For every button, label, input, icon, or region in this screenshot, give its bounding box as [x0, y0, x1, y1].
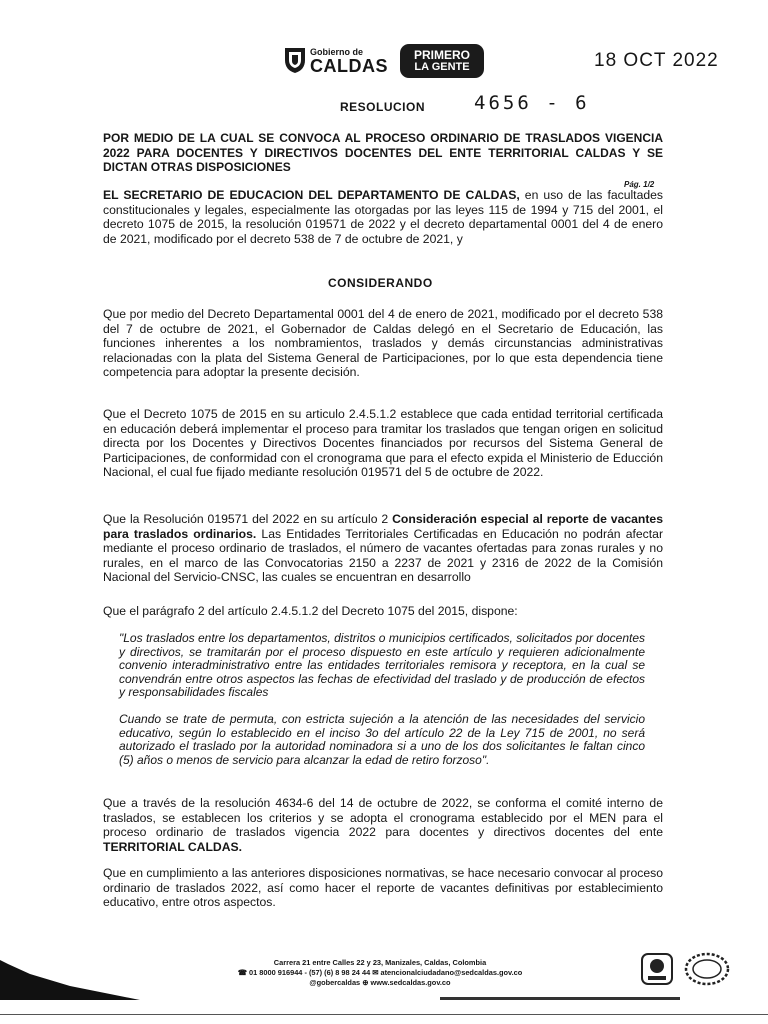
- paragraph-5: [103, 796, 663, 854]
- intro-paragraph: [103, 188, 663, 246]
- intro-rest: en uso de las facultades constitucionales y legales, especialmente las otorgadas por las leyes 115 de 1994 y 715 del 2001, el decreto 1075 de 2015, la resolución 019571 de 2022 y el decreto departamental 0001 del 4 de enero de 2021, modificado por el decreto 538 de 7 de octubre de 2021, y: [103, 188, 663, 246]
- paragraph-2: Que el Decreto 1075 de 2015 en su articulo 2.4.5.1.2 establece que cada entidad territorial certificada en educación deberá implementar el proceso para tramitar los traslados que tengan origen en solicitud directa por los Docentes y Directivos Docentes financiados por recursos del Sistema General de Participaciones, de conformidad con el cronograma que para el efecto expida el Ministerio de Educción Nacional, el cual fue fijado mediante resolución 019571 del 5 de octubre de 2022.: [103, 407, 663, 480]
- footer-wedge-decoration: [0, 960, 140, 1002]
- quote-1: "Los traslados entre los departamentos, distritos o municipios certificados, solicitados por docentes y directivos, se tramitarán por el proceso dispuesto en este artículo y requieren adicionalmente convenio interadministrativo entre las entidades territoriales remisora y receptora, en la cual se convendrán entre otros aspectos las fechas de efectividad del traslado y de producción de efectos y responsabilidades fiscales: [119, 631, 645, 700]
- shield-icon: [284, 46, 306, 74]
- footer-contact: ☎ 01 8000 916944 - (57) (6) 8 98 24 44 ✉ atencionalciudadano@sedcaldas.gov.co: [237, 968, 523, 977]
- quote-2: Cuando se trate de permuta, con estricta sujeción a la atención de las necesidades del servicio educativo, según lo establecido en el inciso 3o del artículo 22 de la Ley 715 de 2001, no será autorizado el traslado por la autoridad nominadora si a uno de los dos solicitantes le faltan cinco (5) años o menos de servicio para alcanzar la edad de retiro forzoso".: [119, 712, 645, 767]
- certification-seal-icon: [684, 952, 730, 986]
- paragraph-3: [103, 512, 663, 585]
- resolucion-label: RESOLUCION: [340, 100, 426, 114]
- badge-line-2: LA GENTE: [414, 61, 470, 73]
- document-title: POR MEDIO DE LA CUAL SE CONVOCA AL PROCESO ORDINARIO DE TRASLADOS VIGENCIA 2022 PARA DOCENTES Y DIRECTIVOS DOCENTES DEL ENTE TERRITORIAL CALDAS Y SE DICTAN OTRAS DISPOSICIONES: [103, 131, 663, 174]
- badge-line-1: PRIMERO: [413, 48, 470, 62]
- page-number: Pág. 1/2: [624, 180, 655, 189]
- considerando-heading: CONSIDERANDO: [328, 276, 433, 290]
- paragraph-1: Que por medio del Decreto Departamental 0001 del 4 de enero de 2021, modificado por el decreto 538 del 7 de octubre de 2021, el Gobernador de Caldas delegó en el Secretario de Educación, las funciones inherentes a los nombramientos, traslados y demás circunstancias administrativas relacionadas con la plata del Sistema General de Participaciones, por lo que esta dependencia tiene competencia para adoptar la presente decisión.: [103, 307, 663, 380]
- bottom-rule: [0, 1014, 768, 1015]
- paragraph-5-start: Que a través de la resolución 4634-6 del 14 de octubre de 2022, se conforma el comité interno de traslados, se establecen los criterios y se adopta el cronograma establecido por el MEN para el proceso ordinario de traslados vigencia 2022 para docentes y directivos docentes del ente: [103, 796, 663, 840]
- paragraph-5-bold: TERRITORIAL CALDAS.: [103, 839, 243, 854]
- paragraph-3-start: Que la Resolución 019571 del 2022 en su artículo 2: [103, 512, 393, 526]
- resolucion-number: 4656 - 6: [474, 92, 590, 114]
- paragraph-3-bold: Consideración especial al reporte de vacantes para traslados ordinarios.: [103, 512, 663, 541]
- footer-social: @gobercaldas ⊕ www.sedcaldas.gov.co: [309, 978, 451, 987]
- paragraph-3-end: Las Entidades Territoriales Certificadas en Educación no podrán afectar mediante el proceso ordinario de traslados, el número de vacantes ofertadas para zonas rurales y no rurales, en el marco de las Convocatorias 2150 a 2237 de 2021 y 2316 de 2022 de la Comisión Nacional del Servicio-CNSC, las cuales se encuentran en desarrollo: [103, 526, 663, 585]
- seal-icon: [640, 952, 674, 986]
- logo-line-1: Gobierno de: [310, 47, 364, 57]
- intro-bold: EL SECRETARIO DE EDUCACION DEL DEPARTAMENTO DE CALDAS,: [103, 188, 520, 202]
- date-stamp: 18 OCT 2022: [594, 50, 719, 71]
- logo-line-2: CALDAS: [310, 56, 388, 76]
- footer-rule: [440, 997, 680, 1000]
- gobierno-caldas-logo: [284, 44, 484, 80]
- footer-address: Carrera 21 entre Calles 22 y 23, Manizales, Caldas, Colombia: [273, 958, 487, 967]
- paragraph-6: Que en cumplimiento a las anteriores disposiciones normativas, se hace necesario convocar al proceso ordinario de traslados 2022, así como hacer el reporte de vacantes definitivas por establecimiento educativo, entre otros aspectos.: [103, 866, 663, 910]
- paragraph-4: Que el parágrafo 2 del artículo 2.4.5.1.2 del Decreto 1075 del 2015, dispone:: [103, 604, 518, 618]
- primero-la-gente-badge: [400, 44, 484, 78]
